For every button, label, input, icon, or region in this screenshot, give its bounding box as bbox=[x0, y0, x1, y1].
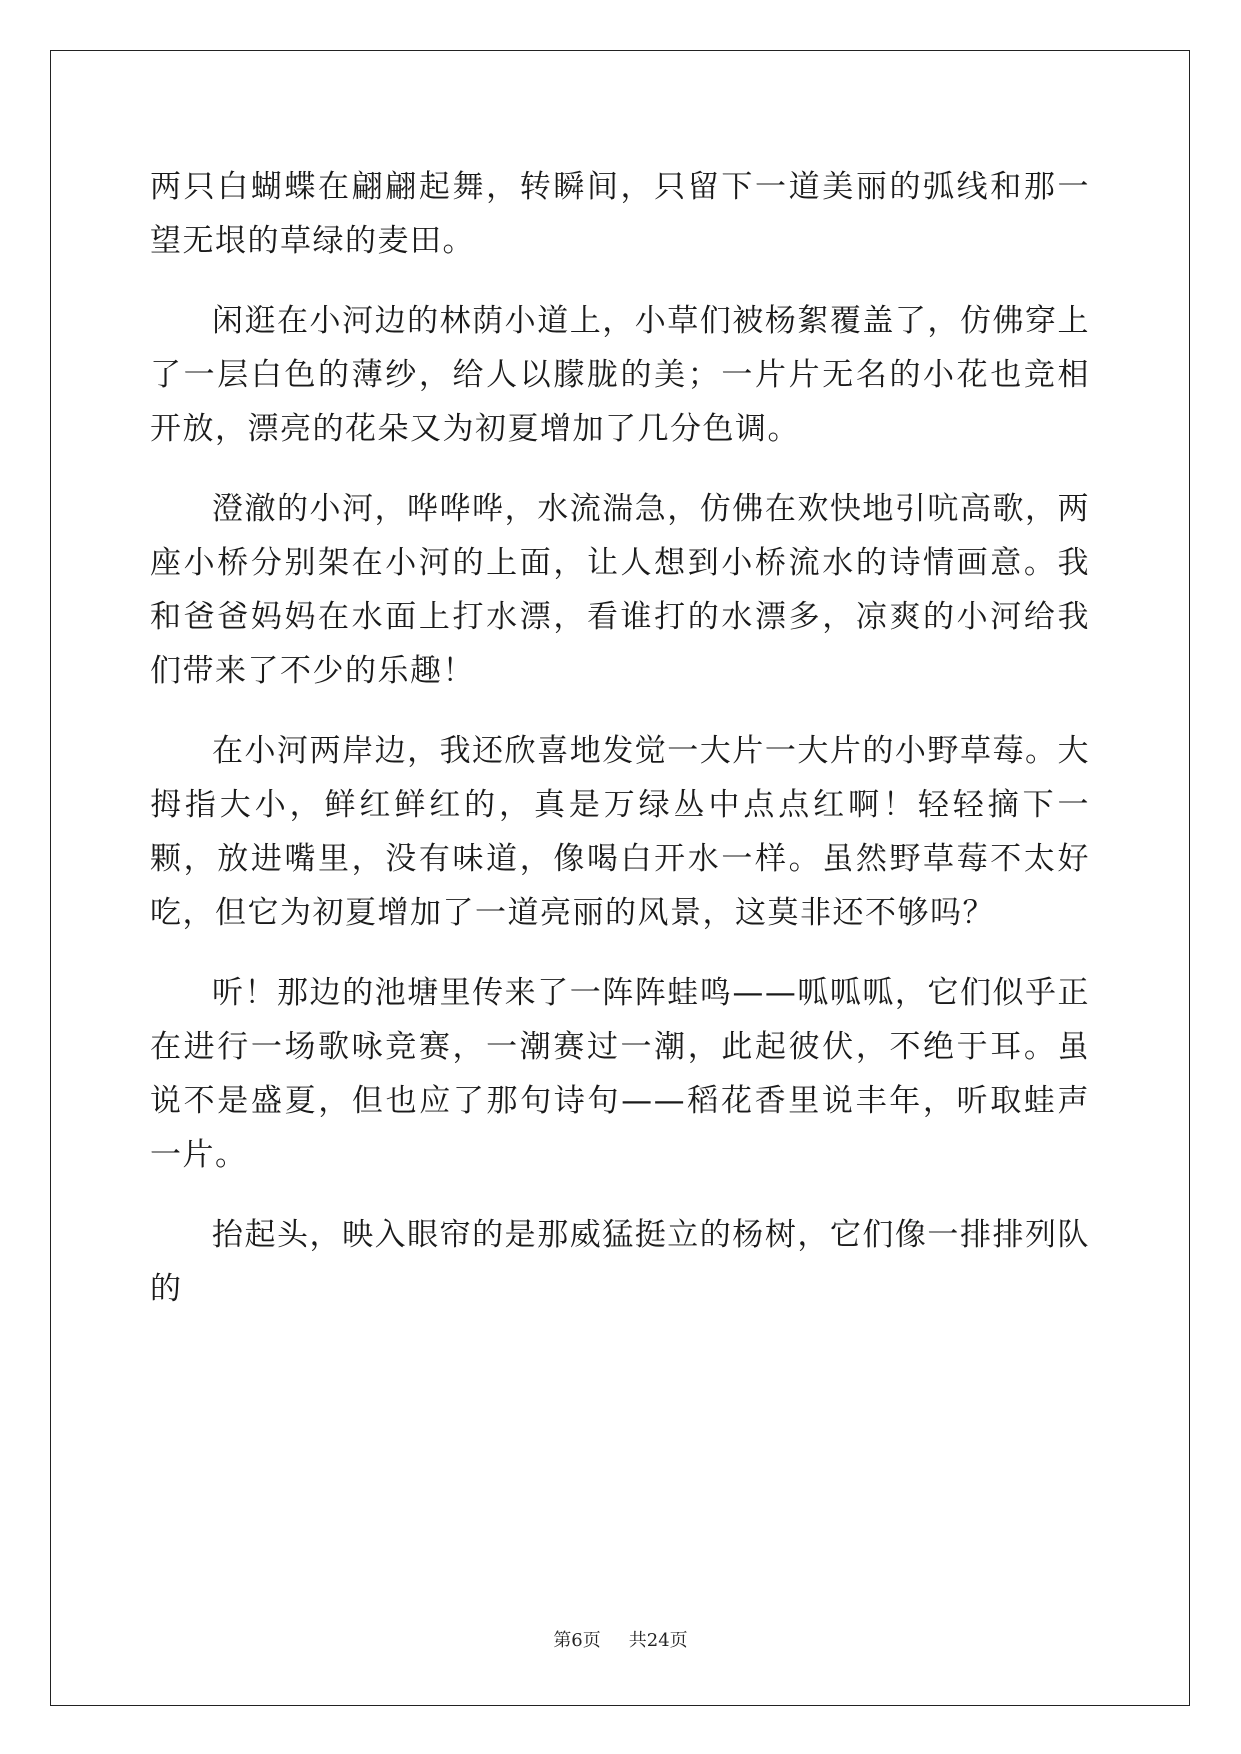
total-pages-label: 共24页 bbox=[628, 1630, 688, 1651]
current-page-label: 第6页 bbox=[553, 1630, 601, 1651]
paragraph-3: 澄澈的小河，哗哗哗，水流湍急，仿佛在欢快地引吭高歌，两座小桥分别架在小河的上面，让人想到小桥流水的诗情画意。我和爸爸妈妈在水面上打水漂，看谁打的水漂多，凉爽的小河给我们带来了不少的乐趣！ bbox=[150, 491, 1090, 689]
paragraph-4: 在小河两岸边，我还欣喜地发觉一大片一大片的小野草莓。大拇指大小，鲜红鲜红的，真是万绿丛中点点红啊！轻轻摘下一颗，放进嘴里，没有味道，像喝白开水一样。虽然野草莓不太好吃，但它为初夏增加了一道亮丽的风景，这莫非还不够吗？ bbox=[150, 733, 1090, 931]
page-footer bbox=[0, 1626, 1241, 1652]
paragraph-2: 闲逛在小河边的林荫小道上，小草们被杨絮覆盖了，仿佛穿上了一层白色的薄纱，给人以朦胧的美；一片片无名的小花也竞相开放，漂亮的花朵又为初夏增加了几分色调。 bbox=[150, 303, 1090, 447]
paragraph-5: 听！那边的池塘里传来了一阵阵蛙鸣——呱呱呱，它们似乎正在进行一场歌咏竞赛，一潮赛过一潮，此起彼伏，不绝于耳。虽说不是盛夏，但也应了那句诗句——稻花香里说丰年，听取蛙声一片。 bbox=[150, 975, 1090, 1173]
paragraph-6: 抬起头，映入眼帘的是那威猛挺立的杨树，它们像一排排列队的 bbox=[150, 1217, 1090, 1307]
document-body bbox=[150, 160, 1090, 1316]
paragraph-1: 两只白蝴蝶在翩翩起舞，转瞬间，只留下一道美丽的弧线和那一望无垠的草绿的麦田。 bbox=[150, 169, 1090, 259]
